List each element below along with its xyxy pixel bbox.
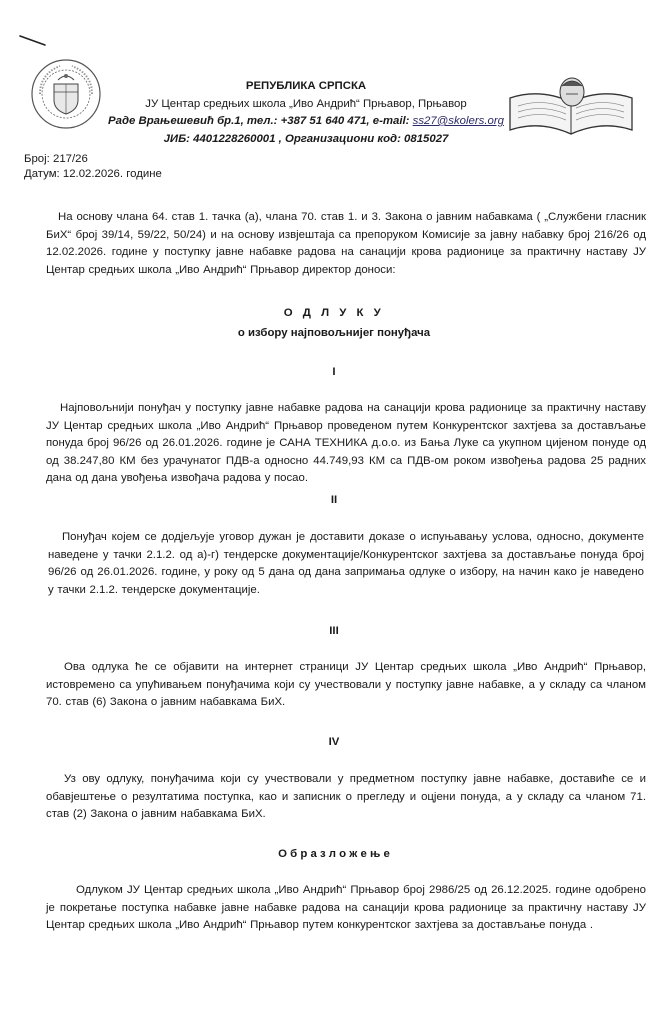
section-numeral: IV	[328, 736, 340, 748]
letterhead-institution: ЈУ Центар средњих школа „Иво Андрић“ Прњавор, Прњавор	[145, 97, 467, 110]
email-link[interactable]: ss27@skolers.org	[412, 115, 504, 127]
letterhead-ids: ЈИБ: 4401228260001 , Организациони код: 0815027	[163, 132, 449, 145]
letterhead-republic: РЕПУБЛИКА СРПСКА	[245, 80, 367, 92]
document-meta	[24, 152, 162, 182]
open-book-logo-icon	[504, 74, 638, 138]
intro-paragraph: На основу члана 64. став 1. тачка (а), члана 70. став 1. и 3. Закона о јавним набавкама ( „Службени гласник БиХ“ број 39/14, 59/22, 50/24) и на основу извјештаја са препоруком Комисије за јавну набавку број 216/26 од 12.02.2026. године у поступку јавне набавке радова на санацији крова радионице за практичну наставу ЈУ Центар средњих школа „Иво Андрић“ Прњавор директор доноси:	[46, 211, 646, 276]
section-numeral: II	[330, 494, 338, 506]
section-numeral: I	[332, 366, 336, 378]
coat-of-arms-seal-icon	[30, 58, 102, 130]
document-date: Датум: 12.02.2026. године	[24, 168, 162, 180]
letterhead	[106, 78, 506, 148]
section-text: Уз ову одлуку, понуђачима који су учествовали у предметном поступку јавне набавке, доставиће се и обавјештење о резултатима поступка, као и записник о прегледу и оцјени понуда, а у складу са чланом 71. став (2) Закона о јавним набавкама БиХ.	[46, 773, 646, 821]
section-text: Најповољнији понуђач у поступку јавне набавке радова на санацији крова радионице за практичну наставу ЈУ Центар средњих школа „Иво Андрић“ Прњавор проведеном путем Конкурентског захтјева за достављање понуда број 96/26 од 26.01.2026. године је САНА ТЕХНИКА д.о.о. из Бања Луке са укупном цијеном понуде од од 38.247,80 КМ без урачунатог ПДВ-а односно 44.749,93 КМ са ПДВ-ом роком извођења радова 25 радних дана од дана увођења извођача радова у посао.	[46, 402, 646, 485]
explanation-text: Одлуком ЈУ Центар средњих школа „Иво Андрић“ Прњавор број 2986/25 од 26.12.2025. године одобрено је покретање поступка набавке јавне набавке радова на санацији крова радионице за практичну наставу ЈУ Центар средњих школа „Иво Андрић“ Прњавор путем конкурентског захтјева за достављање понуда .	[46, 884, 646, 932]
section-text: Ова одлука ће се објавити на интернет страници ЈУ Центар средњих школа „Иво Андрић“ Прњавор, истовремено са упућивањем понуђачима који су учествовали у поступку јавне набавке, а у складу са чланом 70. став (6) Закона о јавним набавкама БиХ.	[46, 661, 646, 709]
pen-mark-icon	[18, 34, 48, 48]
decision-subtitle: о избору најповољнијег понуђача	[237, 327, 431, 339]
letterhead-contact	[106, 113, 506, 131]
section-numeral: III	[329, 625, 339, 637]
explanation-title: О б р а з л о ж е њ е	[278, 848, 390, 860]
letterhead-address: Раде Врањешевић бр.1, тел.: +387 51 640 471, e-mail:	[108, 115, 413, 127]
section-text: Понуђач којем се додјељује уговор дужан је доставити доказе о испуњавању услова, односно, документе наведене у тачки 2.1.2. од а)-г) тендерске документације/Конкурентског захтјева за достављање понуда број 96/26 од 26.01.2026. године, у року од 5 дана од дана запримања одлуке о избору, на начин како је наведено у тачки 2.1.2. тендерске документације.	[48, 531, 644, 596]
document-number: Број: 217/26	[24, 153, 88, 165]
decision-title: О Д Л У К У	[283, 307, 385, 319]
